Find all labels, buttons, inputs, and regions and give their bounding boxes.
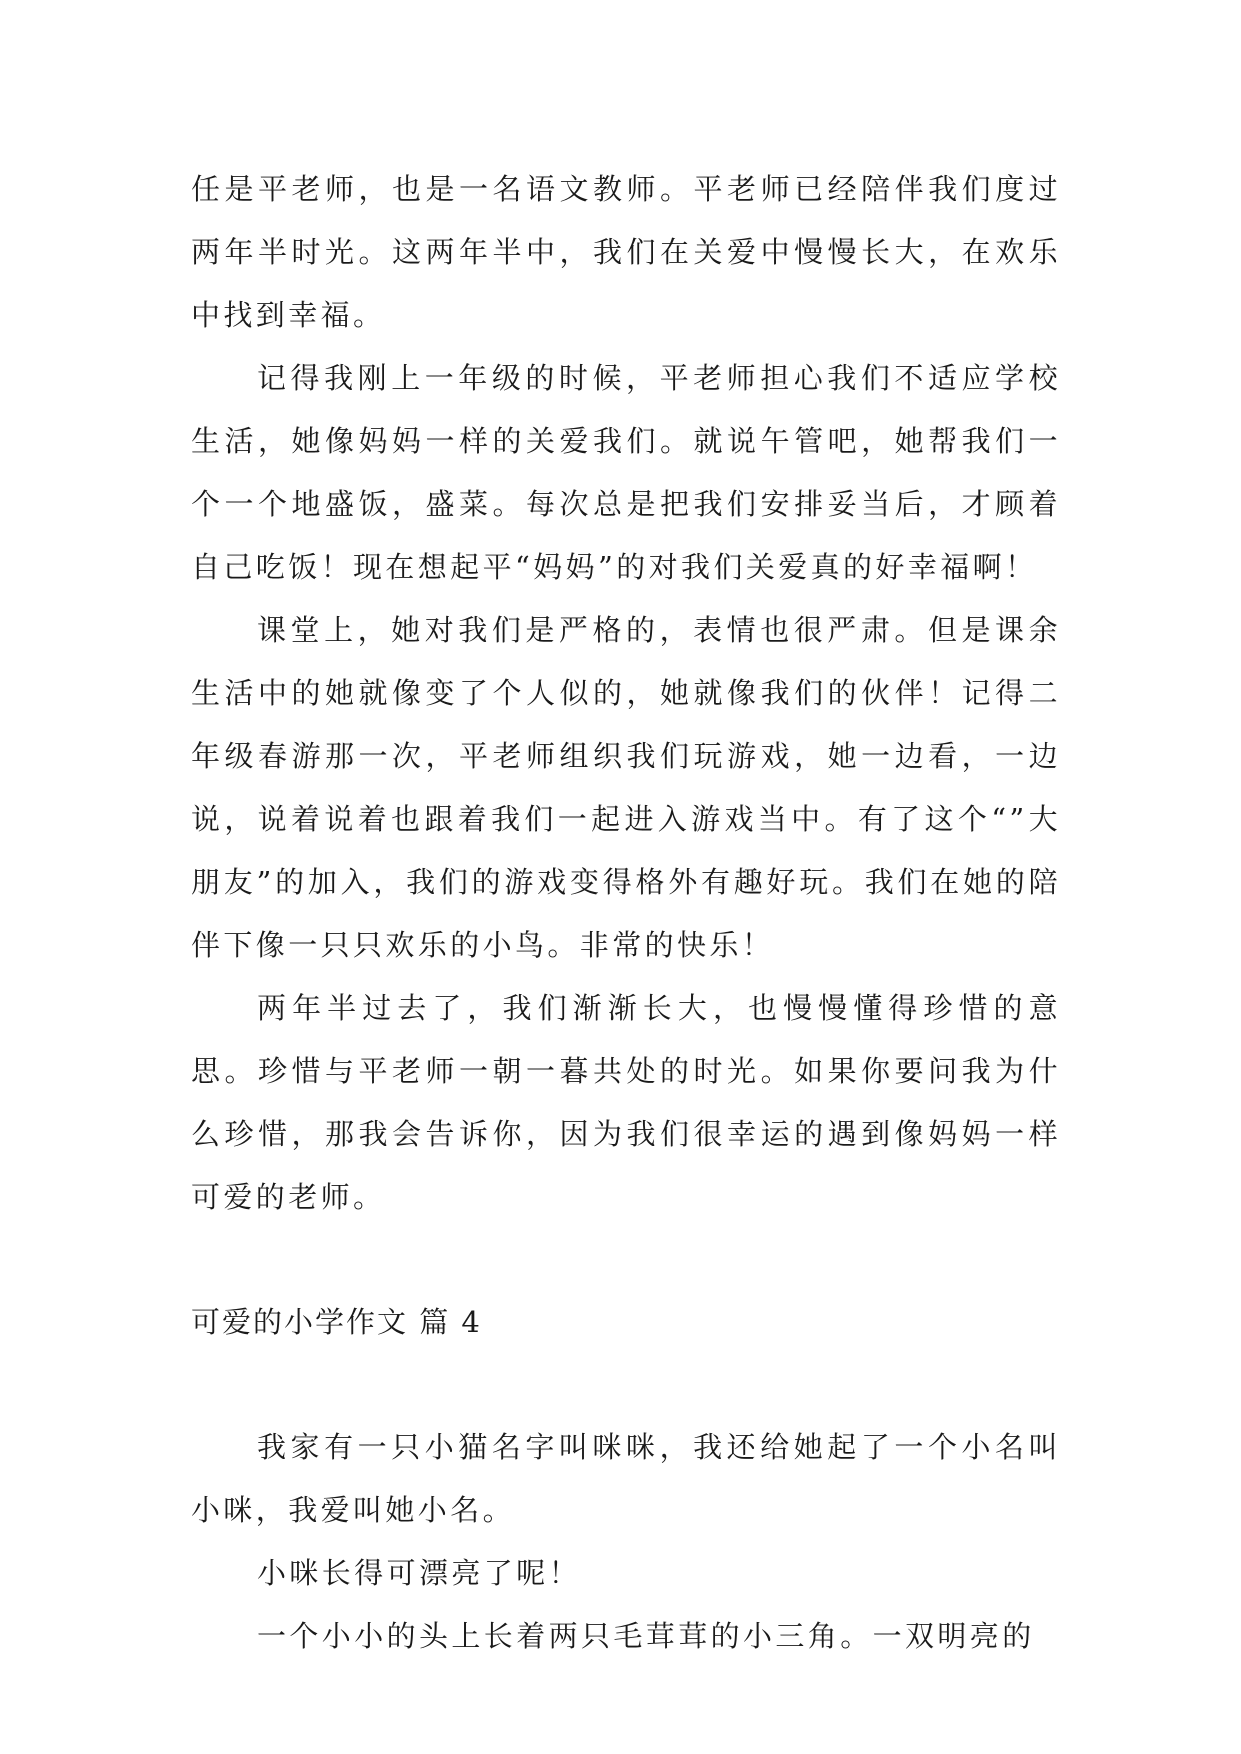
paragraph: 两年半过去了，我们渐渐长大，也慢慢懂得珍惜的意思。珍惜与平老师一朝一暮共处的时光。如果你要问我为什么珍惜，那我会告诉你，因为我们很幸运的遇到像妈妈一样可爱的老师。 (191, 991, 1061, 1214)
section-heading: 可爱的小学作文 篇 4 (191, 1305, 482, 1339)
paragraph: 课堂上，她对我们是严格的，表情也很严肃。但是课余生活中的她就像变了个人似的，她就像我们的伙伴！记得二年级春游那一次，平老师组织我们玩游戏，她一边看，一边说，说着说着也跟着我们一起进入游戏当中。有了这个“”大朋友”的加入，我们的游戏变得格外有趣好玩。我们在她的陪伴下像一只只欢乐的小鸟。非常的快乐！ (191, 613, 1061, 962)
paragraph: 一个小小的头上长着两只毛茸茸的小三角。一双明亮的 (257, 1619, 1035, 1653)
paragraph: 记得我刚上一年级的时候，平老师担心我们不适应学校生活，她像妈妈一样的关爱我们。就说午管吧，她帮我们一个一个地盛饭，盛菜。每次总是把我们安排妥当后，才顾着自己吃饭！现在想起平“妈妈”的对我们关爱真的好幸福啊！ (191, 361, 1061, 584)
paragraph: 我家有一只小猫名字叫咪咪，我还给她起了一个小名叫小咪，我爱叫她小名。 (191, 1430, 1061, 1527)
article-body (191, 158, 1061, 1668)
paragraph: 小咪长得可漂亮了呢！ (257, 1556, 582, 1590)
paragraph-continued: 任是平老师，也是一名语文教师。平老师已经陪伴我们度过两年半时光。这两年半中，我们在关爱中慢慢长大，在欢乐中找到幸福。 (191, 172, 1061, 332)
